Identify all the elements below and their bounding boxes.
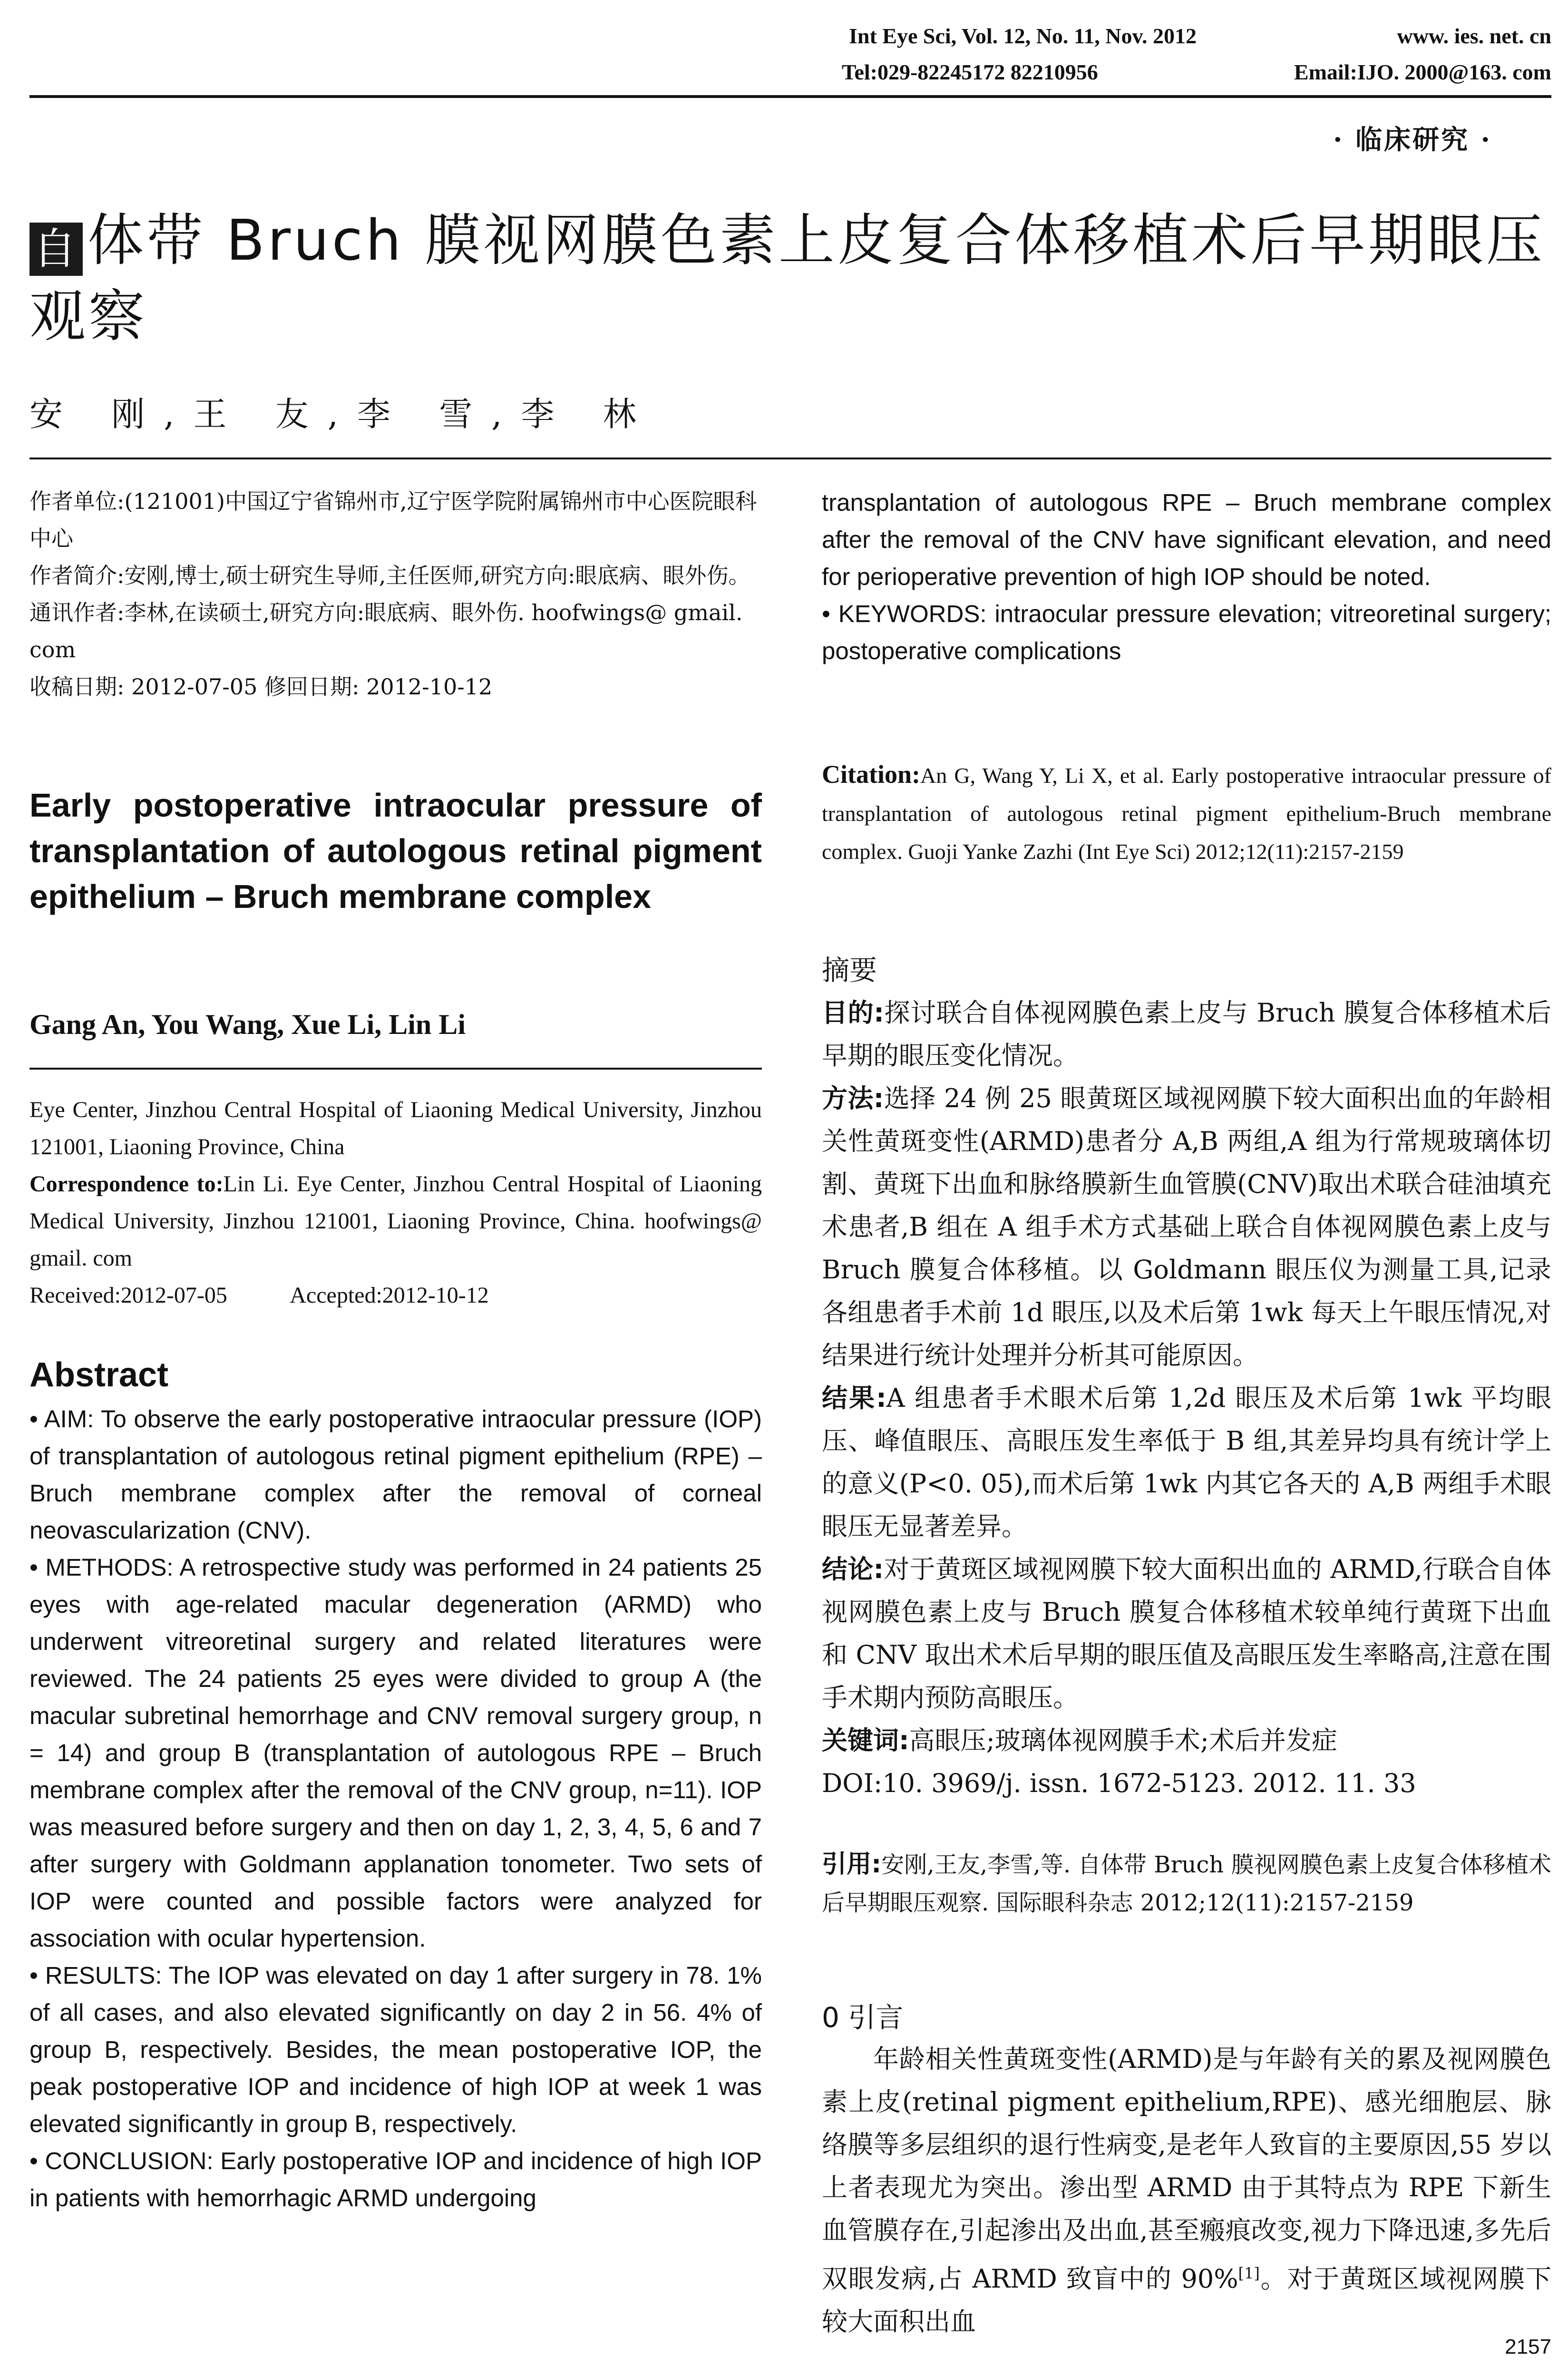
citation-text: An G, Wang Y, Li X, et al. Early postoperative intraocular pressure of transplantation of autologous retinal pigment epithelium-Bruch membrane complex. Guoji Yanke Zazhi (Int Eye Sci) 2012;12(11):2157-2159	[822, 763, 1551, 864]
intro-text-tail: 。对于黄斑区域视网膜下较大面积出血	[822, 2264, 1551, 2337]
intro-text: 年龄相关性黄斑变性(ARMD)是与年龄有关的累及视网膜色素上皮(retinal pigment epithelium,RPE)、感光细胞层、脉络膜等多层组织的退行性病变,是老年人致盲的主要原因,55 岁以上者表现尤为突出。渗出型 ARMD 由于其特点为 RPE 下新生血管膜存在,引起渗出及出血,甚至瘢痕改变,视力下降迅速,多先后双眼发病,占 ARMD 致盲中的 90%	[822, 2044, 1551, 2294]
cn-methods-text: 选择 24 例 25 眼黄斑区域视网膜下较大面积出血的年龄相关性黄斑变性(ARMD)患者分 A,B 两组,A 组为行常规玻璃体切割、黄斑下出血和脉络膜新生血管膜(CNV)取出术联合硅油填充术患者,B 组在 A 组手术方式基础上联合自体视网膜色素上皮与 Bruch 膜复合体移植。以 Goldmann 眼压仪为测量工具,记录各组患者手术前 1d 眼压,以及术后第 1wk 每天上午眼压情况,对结果进行统计处理并分析其可能原因。	[822, 1083, 1551, 1370]
cn-conclusion	[822, 1548, 1551, 1719]
title-rule	[29, 458, 1551, 459]
affiliation: Eye Center, Jinzhou Central Hospital of Liaoning Medical University, Jinzhou 121001, Liaoning Province, China	[29, 1097, 762, 1159]
abstract-results: • RESULTS: The IOP was elevated on day 1 after surgery in 78. 1% of all cases, and also elevated significantly on day 2 in 56. 4% of group B, respectively. Besides, the mean postoperative IOP, the peak postoperative IOP and incidence of high IOP at week 1 was elevated significantly in group B, respectively.	[29, 1962, 762, 2137]
author-profile-cn: 作者简介:安刚,博士,硕士研究生导师,主任医师,研究方向:眼底病、眼外伤。	[29, 563, 750, 588]
chinese-abstract	[822, 949, 1551, 1805]
correspondence-label: Correspondence to:	[29, 1171, 224, 1197]
journal-header-line1	[849, 20, 1197, 52]
author-rule	[29, 1068, 762, 1070]
page-number: 2157	[1505, 2335, 1551, 2358]
received-date: Received:2012-07-05	[29, 1283, 227, 1308]
cn-aim	[822, 992, 1551, 1077]
correspondence	[29, 1166, 762, 1277]
cn-methods-label: 方法:	[822, 1083, 884, 1113]
header-rule	[29, 95, 1551, 98]
abstract-conclusion-continued: transplantation of autologous RPE – Bruch membrane complex after the removal of the CNV have significant elevation, and need for perioperative prevention of high IOP should be noted.	[822, 489, 1551, 590]
abstract-keywords: • KEYWORDS: intraocular pressure elevation; vitreoretinal surgery; postoperative complications	[822, 600, 1551, 664]
cn-methods	[822, 1077, 1551, 1377]
citation-label: Citation:	[822, 760, 920, 789]
cn-doi[interactable]: DOI:10. 3969/j. issn. 1672-5123. 2012. 11. 33	[822, 1768, 1416, 1798]
abstract-continued	[822, 484, 1551, 670]
journal-phone: Tel:029-82245172 82210956	[842, 60, 1098, 84]
intro-heading: 0 引言	[822, 2001, 904, 2034]
cn-citation-label: 引用:	[822, 1850, 882, 1879]
chinese-abstract-heading: 摘要	[822, 954, 877, 986]
abstract-body	[29, 1401, 762, 2217]
intro-paragraph	[822, 2038, 1551, 2343]
author-affiliation-cn: 作者单位:(121001)中国辽宁省锦州市,辽宁医学院附属锦州市中心医院眼科中心	[29, 488, 757, 551]
reference-1[interactable]: [1]	[1238, 2264, 1260, 2282]
chinese-title-text: 体带 Bruch 膜视网膜色素上皮复合体移植术后早期眼压观察	[29, 207, 1545, 349]
journal-email[interactable]: Email:IJO. 2000@163. com	[1294, 60, 1551, 84]
cn-results-label: 结果:	[822, 1383, 886, 1413]
citation	[822, 755, 1551, 871]
abstract-methods: • METHODS: A retrospective study was performed in 24 patients 25 eyes with age-related macular degeneration (ARMD) who underwent vitreoretinal surgery and related literatures were reviewed. The 24 patients 25 eyes were divided to group A (the macular subretinal hemorrhage and CNV removal surgery group, n = 14) and group B (transplantation of autologous RPE – Bruch membrane complex after the removal of the CNV group, n=11). IOP was measured before surgery and then on day 1, 2, 3, 4, 5, 6 and 7 after surgery with Goldmann applanation tonometer. Two sets of IOP were counted and possible factors were analyzed for association with ocular hypertension.	[29, 1554, 762, 1952]
english-authors: Gang An, You Wang, Xue Li, Lin Li	[29, 1009, 466, 1040]
cn-conclusion-text: 对于黄斑区域视网膜下较大面积出血的 ARMD,行联合自体视网膜色素上皮与 Bruch 膜复合体移植术较单纯行黄斑下出血和 CNV 取出术术后早期的眼压值及高眼压发生率略高,注意在围手术期内预防高眼压。	[822, 1554, 1551, 1713]
chinese-authors: 安 刚,王 友,李 雪,李 林	[29, 395, 655, 434]
affiliation-block	[29, 1091, 762, 1314]
abstract-heading: Abstract	[29, 1356, 169, 1394]
cn-results	[822, 1377, 1551, 1548]
chinese-title	[29, 202, 1551, 354]
cn-aim-text: 探讨联合自体视网膜色素上皮与 Bruch 膜复合体移植术后早期的眼压变化情况。	[822, 998, 1551, 1071]
journal-logo-glyph: 自	[29, 223, 83, 276]
abstract-aim: • AIM: To observe the early postoperative intraocular pressure (IOP) of transplantation of autologous retinal pigment epithelium (RPE) – Bruch membrane complex after the removal of corneal neovascularization (CNV).	[29, 1405, 762, 1544]
english-title: Early postoperative intraocular pressure of transplantation of autologous retinal pigment epithelium – Bruch membrane complex	[29, 787, 762, 915]
cn-citation-text: 安刚,王友,李雪,等. 自体带 Bruch 膜视网膜色素上皮复合体移植术后早期眼压观察. 国际眼科杂志 2012;12(11):2157-2159	[822, 1851, 1551, 1916]
dates-cn: 收稿日期: 2012-07-05 修回日期: 2012-10-12	[29, 674, 493, 700]
article-category: · 临床研究 ·	[1333, 124, 1492, 156]
correspondence-text: Lin Li. Eye Center, Jinzhou Central Hospital of Liaoning Medical University, Jinzhou 121001, Liaoning Province, China. hoofwings@ gmail. com	[29, 1171, 762, 1271]
journal-volume: Int Eye Sci, Vol. 12, No. 11, Nov. 2012	[849, 24, 1197, 48]
corresponding-author-cn: 通讯作者:李林,在读硕士,研究方向:眼底病、眼外伤. hoofwings@ gmail. com	[29, 600, 743, 662]
cn-results-text: A 组患者手术眼术后第 1,2d 眼压及术后第 1wk 平均眼压、峰值眼压、高眼压发生率低于 B 组,其差异均具有统计学上的意义(P<0. 05),而术后第 1wk 内其它各天的 A,B 两组手术眼眼压无显著差异。	[822, 1383, 1551, 1541]
cn-conclusion-label: 结论:	[822, 1554, 884, 1584]
abstract-conclusion: • CONCLUSION: Early postoperative IOP and incidence of high IOP in patients with hemorrhagic ARMD undergoing	[29, 2147, 762, 2211]
cn-keywords	[822, 1719, 1551, 1762]
chinese-citation	[822, 1845, 1551, 1922]
cn-keywords-text: 高眼压;玻璃体视网膜手术;术后并发症	[909, 1725, 1337, 1755]
cn-keywords-label: 关键词:	[822, 1725, 909, 1755]
dates-en	[29, 1277, 762, 1314]
cn-aim-label: 目的:	[822, 998, 884, 1028]
journal-website[interactable]: www. ies. net. cn	[1397, 24, 1551, 48]
author-info	[29, 483, 762, 705]
accepted-date: Accepted:2012-10-12	[290, 1283, 489, 1308]
